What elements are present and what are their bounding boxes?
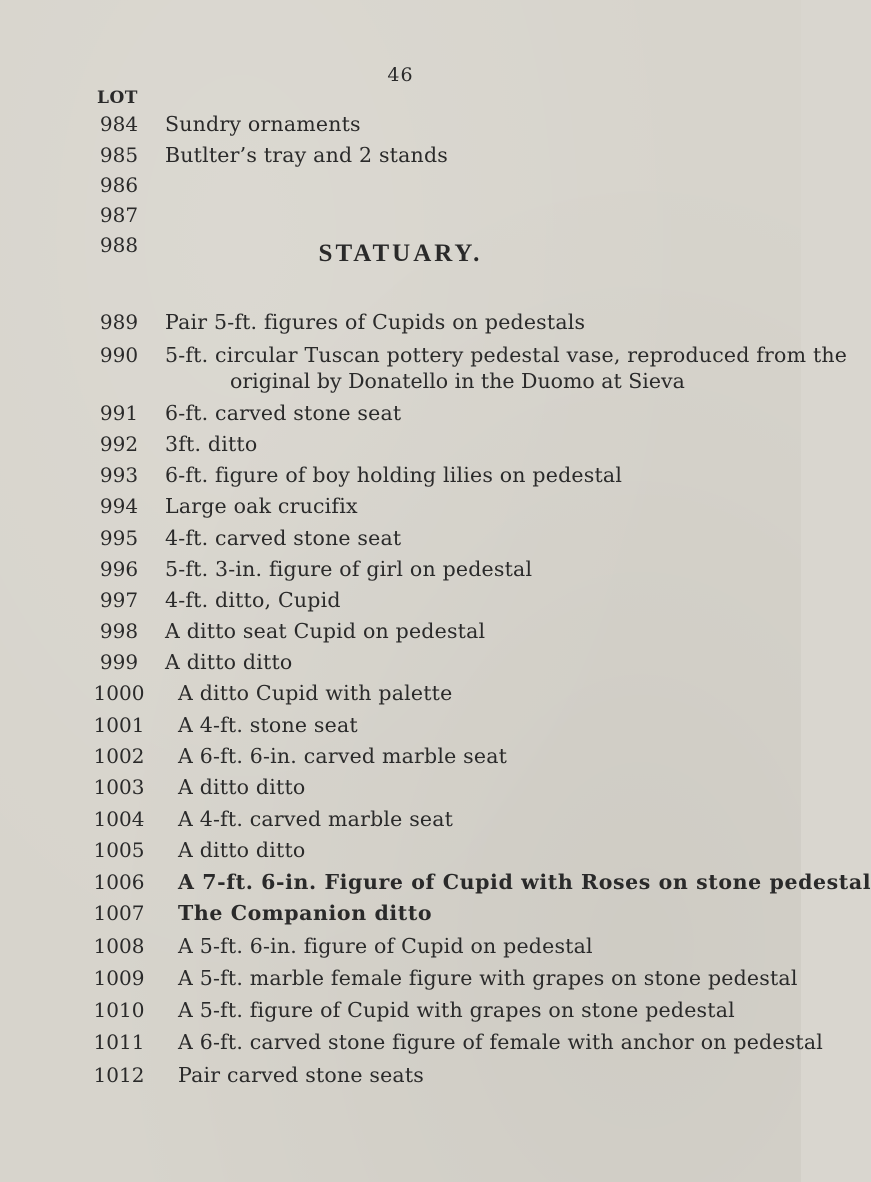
lot-number: 997: [99, 588, 139, 612]
lot-description: A 5-ft. marble female figure with grapes on stone pedestal: [178, 966, 798, 990]
lot-row: [0, 432, 801, 466]
lot-row: [0, 713, 801, 747]
lot-number: 985: [99, 143, 139, 167]
lot-row: [0, 870, 871, 904]
lot-row-continuation: [0, 369, 801, 403]
lot-number: 995: [99, 526, 139, 550]
lot-row: [0, 463, 801, 497]
lot-row: [0, 557, 801, 591]
lot-row: [0, 143, 801, 177]
lot-row: [0, 619, 801, 653]
lot-description: A ditto Cupid with palette: [178, 681, 453, 705]
lot-number: 1005: [93, 838, 145, 862]
lot-row: [0, 112, 801, 146]
lot-number: 999: [99, 650, 139, 674]
lot-number: 1011: [93, 1030, 145, 1054]
lot-row: [0, 401, 801, 435]
lot-number: 989: [99, 310, 139, 334]
lot-row: [0, 650, 801, 684]
lot-number: 1003: [93, 775, 145, 799]
lot-row: [0, 998, 801, 1032]
lot-row: [0, 934, 801, 968]
lot-description: A 6-ft. carved stone figure of female with anchor on pedestal: [178, 1030, 824, 1054]
lot-row: [0, 526, 801, 560]
lot-description: Sundry ornaments: [165, 112, 361, 136]
lot-row: [0, 173, 801, 207]
lot-row: [0, 310, 801, 344]
lot-description: A 7-ft. 6-in. Figure of Cupid with Roses on stone pedestal: [178, 870, 871, 894]
lot-description: 6-ft. carved stone seat: [165, 401, 402, 425]
lot-description: 5-ft. 3-in. figure of girl on pedestal: [165, 557, 533, 581]
lot-description: A ditto seat Cupid on pedestal: [165, 619, 486, 643]
lot-number: 987: [99, 203, 139, 227]
lot-description: 4-ft. carved stone seat: [165, 526, 402, 550]
lot-row: [0, 775, 801, 809]
lot-number: 1009: [93, 966, 145, 990]
lot-number: 1007: [93, 901, 145, 925]
lot-description: A ditto ditto: [165, 650, 293, 674]
lot-row: [0, 838, 801, 872]
lot-description: A 5-ft. figure of Cupid with grapes on stone pedestal: [178, 998, 735, 1022]
lot-description: A 4-ft. stone seat: [178, 713, 358, 737]
lot-description: A 4-ft. carved marble seat: [178, 807, 454, 831]
lot-description: The Companion ditto: [178, 901, 433, 925]
lot-row: [0, 744, 801, 778]
lot-number: 990: [99, 343, 139, 367]
lot-description: Pair 5-ft. figures of Cupids on pedestals: [165, 310, 586, 334]
lot-number: 996: [99, 557, 139, 581]
lot-number: 994: [99, 494, 139, 518]
lot-description: 3ft. ditto: [165, 432, 258, 456]
lot-row: [0, 807, 801, 841]
lot-description: A 6-ft. 6-in. carved marble seat: [178, 744, 508, 768]
lot-column-header: LOT: [97, 88, 138, 108]
lot-description: Large oak crucifix: [165, 494, 358, 518]
lot-number: 993: [99, 463, 139, 487]
lot-number: 991: [99, 401, 139, 425]
lot-description: 4-ft. ditto, Cupid: [165, 588, 341, 612]
lot-number: 992: [99, 432, 139, 456]
lot-description: 6-ft. figure of boy holding lilies on pedestal: [165, 463, 623, 487]
lot-number: 1006: [93, 870, 145, 894]
lot-number: 1004: [93, 807, 145, 831]
lot-row: [0, 1030, 824, 1064]
lot-number: 1000: [93, 681, 145, 705]
lot-number: 984: [99, 112, 139, 136]
lot-number: 1012: [93, 1063, 145, 1087]
lot-row: [0, 1063, 801, 1097]
lot-row: [0, 681, 801, 715]
lot-number: 1002: [93, 744, 145, 768]
lot-description: 5-ft. circular Tuscan pottery pedestal vase, reproduced from the: [165, 343, 848, 367]
lot-description: A ditto ditto: [178, 775, 306, 799]
lot-row: [0, 494, 801, 528]
lot-number: 1008: [93, 934, 145, 958]
page-number: 46: [387, 64, 414, 86]
lot-description-continuation: original by Donatello in the Duomo at Sieva: [230, 369, 685, 393]
lot-row: [0, 203, 801, 237]
lot-row: [0, 588, 801, 622]
lot-description: A 5-ft. 6-in. figure of Cupid on pedestal: [178, 934, 593, 958]
section-heading: STATUARY.: [318, 240, 483, 267]
lot-number: 986: [99, 173, 139, 197]
lot-number: 1001: [93, 713, 145, 737]
lot-description: Butlter’s tray and 2 stands: [165, 143, 448, 167]
lot-row: [0, 901, 801, 935]
lot-row: [0, 966, 801, 1000]
lot-description: A ditto ditto: [178, 838, 306, 862]
lot-number: 1010: [93, 998, 145, 1022]
lot-description: Pair carved stone seats: [178, 1063, 425, 1087]
lot-number: 988: [99, 233, 139, 257]
lot-number: 998: [99, 619, 139, 643]
